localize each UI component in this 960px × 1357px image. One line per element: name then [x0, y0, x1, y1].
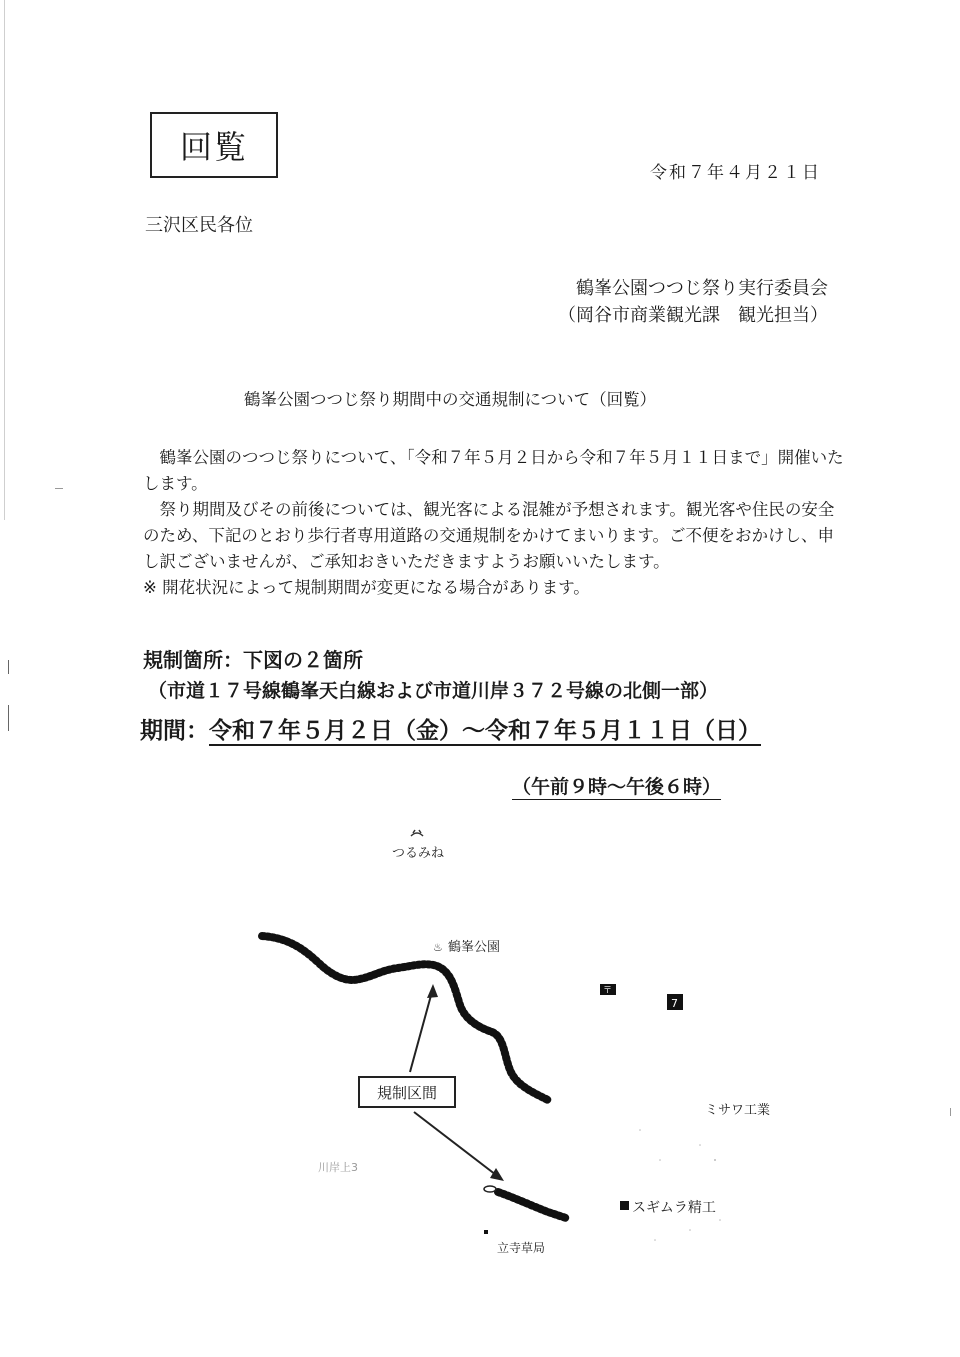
sender-department: （岡谷市商業観光課 観光担当）	[558, 305, 828, 326]
park-icon: ♨	[433, 941, 443, 954]
scan-edge-line	[4, 0, 5, 520]
map-label-misawa: ミサワ工業	[705, 1103, 771, 1118]
regulated-section-label-text: 規制区間	[376, 1083, 437, 1102]
shrine-icon	[411, 830, 423, 836]
bottom-marker	[484, 1230, 488, 1234]
map-label-bottom: 立寺草局	[497, 1241, 546, 1255]
map-label-sugimura: スギムラ精工	[632, 1200, 716, 1216]
convenience-store-icon-symbol: 7	[671, 997, 678, 1010]
circular-stamp-text: 回覧	[179, 128, 248, 166]
scan-noise	[639, 1129, 721, 1241]
document-date: 令和７年４月２１日	[650, 163, 821, 183]
map-label-faded-left: 川岸上3	[318, 1161, 358, 1174]
regulated-section-label	[358, 1076, 456, 1108]
factory-icon	[620, 1201, 629, 1210]
period-label: 期間：	[140, 718, 209, 744]
circular-stamp	[150, 112, 278, 178]
period-value: 令和７年５月２日（金）～令和７年５月１１日（日）	[209, 718, 761, 744]
map-label-park: 鶴峯公園	[448, 940, 501, 955]
regulation-period	[140, 712, 761, 745]
scan-edge-mark	[950, 1108, 951, 1116]
road-marker	[484, 1186, 496, 1192]
regulation-hours: （午前９時～午後６時）	[512, 776, 722, 798]
body-paragraph-1: 鶴峯公園のつつじ祭りについて、「令和７年５月２日から令和７年５月１１日まで」開催いたします。	[143, 448, 844, 493]
regulation-location-detail: （市道１７号線鶴峯天白線および市道川岸３７２号線の北側一部）	[148, 680, 719, 702]
sender-organization: 鶴峯公園つつじ祭り実行委員会	[576, 278, 828, 299]
body-text	[143, 445, 848, 601]
document-title: 鶴峯公園つつじ祭り期間中の交通規制について（回覧）	[244, 390, 657, 409]
scan-edge-mark	[55, 488, 63, 489]
scan-edge-mark	[8, 660, 9, 674]
post-office-icon-symbol: 〒	[603, 986, 613, 996]
regulation-location: 規制箇所：下図の２箇所	[143, 648, 363, 672]
arrow-to-lower-road	[414, 1112, 504, 1181]
area-map	[0, 800, 960, 1270]
body-note: ※ 開花状況によって規制期間が変更になる場合があります。	[143, 578, 590, 597]
arrow-to-main-road	[410, 984, 438, 1072]
map-label-tsurumine: つるみね	[392, 846, 445, 861]
addressee: 三沢区民各位	[145, 215, 253, 236]
scan-edge-mark	[8, 705, 9, 731]
body-paragraph-2: 祭り期間及びその前後については、観光客による混雑が予想されます。観光客や住民の安全のため、下記のとおり歩行者専用道路の交通規制をかけてまいります。ご不便をおかけし、申し訳ございませんが、ご承知おきいただきますようお願いいたします。	[143, 500, 835, 571]
